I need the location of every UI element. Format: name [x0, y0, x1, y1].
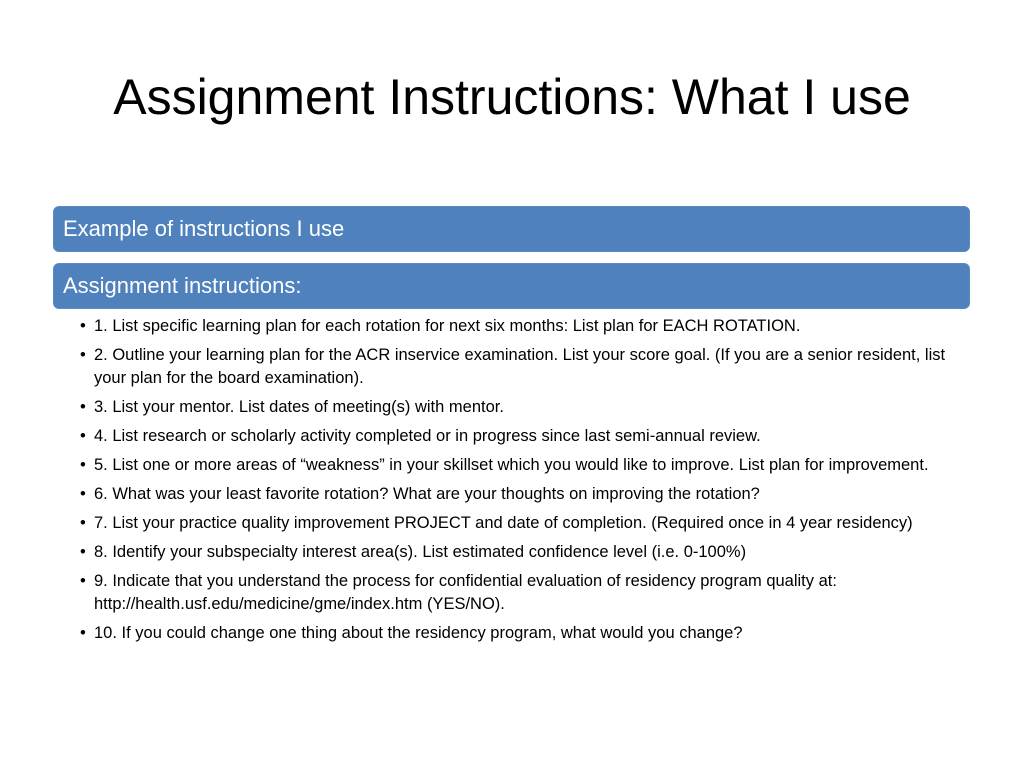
- list-item-text: 4. List research or scholarly activity completed or in progress since last semi-annual review.: [94, 427, 761, 445]
- list-item: [78, 396, 970, 419]
- header-bar-assignment: Assignment instructions:: [53, 263, 970, 309]
- list-item-text: 5. List one or more areas of “weakness” in your skillset which you would like to improve. List plan for improvement.: [94, 456, 929, 474]
- list-item: [78, 483, 970, 506]
- bullet-icon: •: [80, 346, 86, 364]
- list-item: [78, 344, 970, 390]
- bullet-icon: •: [80, 427, 86, 445]
- bullet-icon: •: [80, 514, 86, 532]
- header-bar-example: Example of instructions I use: [53, 206, 970, 252]
- list-item-text: 9. Indicate that you understand the process for confidential evaluation of residency program quality at: http://health.usf.edu/medicine/gme/index.htm (YES/NO).: [94, 572, 837, 613]
- list-item: [78, 541, 970, 564]
- list-item: [78, 425, 970, 448]
- list-item-text: 6. What was your least favorite rotation? What are your thoughts on improving the rotation?: [94, 485, 760, 503]
- list-item: [78, 454, 970, 477]
- list-item: [78, 512, 970, 535]
- list-item: [78, 622, 970, 645]
- instruction-list: [78, 315, 970, 651]
- list-item-text: 7. List your practice quality improvement PROJECT and date of completion. (Required once in 4 year residency): [94, 514, 913, 532]
- list-item-text: 2. Outline your learning plan for the ACR inservice examination. List your score goal. (If you are a senior resident, list your plan for the board examination).: [94, 346, 946, 387]
- bullet-icon: •: [80, 624, 86, 642]
- bullet-icon: •: [80, 398, 86, 416]
- list-item-text: 3. List your mentor. List dates of meeting(s) with mentor.: [94, 398, 504, 416]
- list-item: [78, 570, 970, 616]
- bullet-icon: •: [80, 572, 86, 590]
- bullet-icon: •: [80, 485, 86, 503]
- bullet-icon: •: [80, 317, 86, 335]
- list-item-text: 10. If you could change one thing about the residency program, what would you change?: [94, 624, 743, 642]
- bullet-icon: •: [80, 456, 86, 474]
- list-item-text: 8. Identify your subspecialty interest area(s). List estimated confidence level (i.e. 0-100%): [94, 543, 747, 561]
- list-item-text: 1. List specific learning plan for each rotation for next six months: List plan for EACH ROTATION.: [94, 317, 801, 335]
- bullet-icon: •: [80, 543, 86, 561]
- slide-title: Assignment Instructions: What I use: [113, 69, 911, 125]
- list-item: [78, 315, 970, 338]
